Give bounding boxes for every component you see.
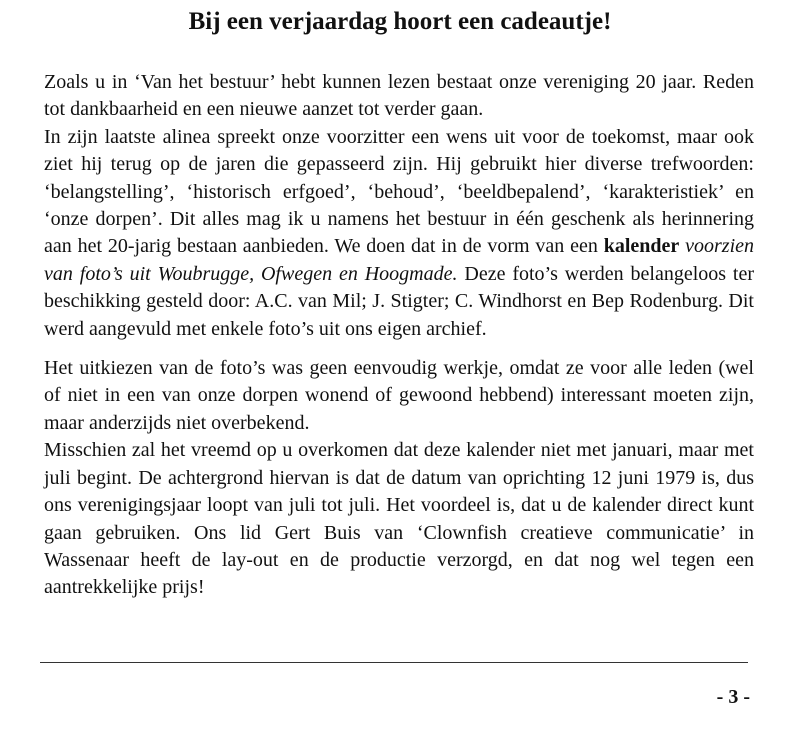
footer-divider [40, 662, 748, 663]
article-title: Bij een verjaardag hoort een cadeautje! [188, 8, 612, 35]
calendar-bold-text: kalender [603, 235, 680, 258]
paragraph-calendar-text: In zijn laatste alinea spreekt onze voorzitter een wens uit voor de toekomst, maar ook ziet hij terug op de jaren die gepasseerd zijn. Hij gebruikt hier diverse trefwoorden: ‘belangstelling’, ‘historisch erfgoed’, ‘behoud’, ‘beeldbepalend’, ‘karakteristiek’ en ‘onze dorpen’. Dit alles mag ik u namens het bestuur in één geschenk als herinnering aan het 20-jarig bestaan aanbieden. We doen dat in de vorm van een [44, 125, 754, 258]
paragraph-calendar-contributors: Deze foto’s werden belangeloos ter beschikking gesteld door: A.C. van Mil; J. Stigter; C. Windhorst en Bep Rodenburg. Dit werd aangevuld met enkele foto’s uit ons eigen archief. [44, 262, 755, 340]
paragraph-intro: Zoals u in ‘Van het bestuur’ hebt kunnen lezen bestaat onze vereniging 20 jaar. Reden tot dankbaarheid en een nieuwe aanzet tot verder gaan. [44, 71, 754, 121]
paragraph-photo-selection: Het uitkiezen van de foto’s was geen eenvoudig werkje, omdat ze voor alle leden (wel of niet in een van onze dorpen wonend of gewoond hebbend) interessant moeten zijn, maar anderzijds niet overbekend. [44, 357, 754, 434]
page-number: - 3 - [716, 686, 750, 708]
paragraph-july-start: Misschien zal het vreemd op u overkomen dat deze kalender niet met januari, maar met juli begint. De achtergrond hiervan is dat de datum van oprichting 12 juni 1979 is, dus ons verenigingsjaar loopt van juli tot juli. Het voordeel is, dat u de kalender direct kunt gaan gebruiken. Ons lid Gert Buis van ‘Clownfish creatieve communicatie’ in Wassenaar heeft de lay-out en de productie verzorgd, en dat nog wel tegen een aantrekkelijke prijs! [44, 439, 754, 599]
paragraph-calendar [44, 124, 754, 343]
calendar-italic-text: voorzien van foto’s uit Woubrugge, Ofwegen en Hoogmade. [44, 235, 755, 285]
article-body [44, 69, 754, 602]
